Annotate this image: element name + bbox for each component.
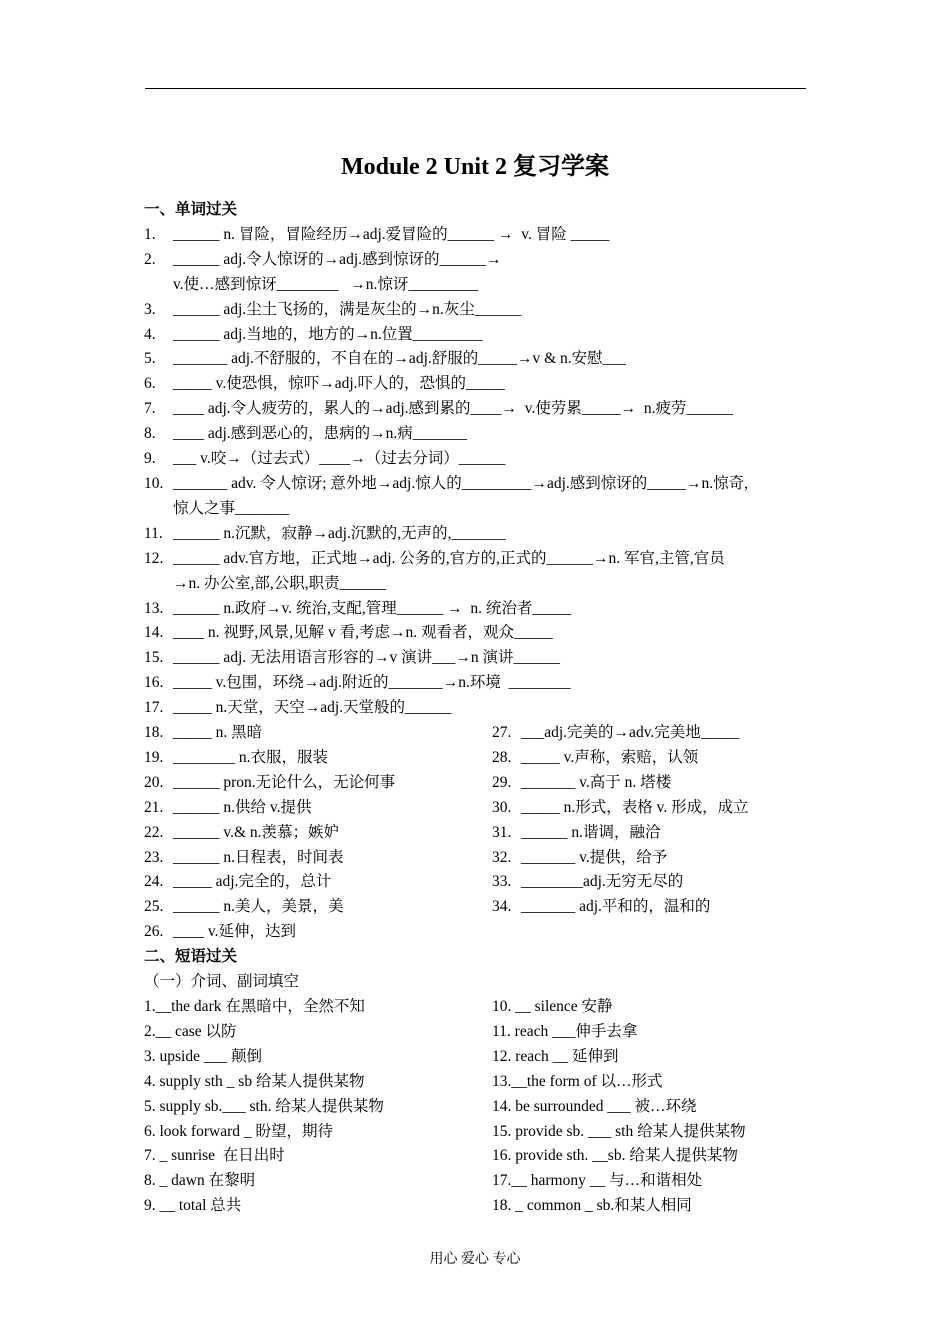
item-text: ______ n. 冒险，冒险经历→adj.爱冒险的______ → v. 冒险 _____ [173,225,610,243]
vocab-item [144,547,808,572]
item-number: 24. [144,873,164,891]
item-number: 31. [492,823,512,841]
page-footer: 用心 爱心 专心 [429,1252,521,1267]
vocab-item [492,796,808,821]
item-number: 5. [144,350,156,368]
item-number: 11. [144,524,163,542]
item-number: 7. [144,400,156,418]
item-number: 4. [144,325,156,343]
vocab-left-column [144,721,492,945]
item-text: ______ adj.尘土飞扬的，满是灰尘的→n.灰尘______ [173,300,522,318]
item-text: ____ adj.感到恶心的，患病的→n.病_______ [173,425,468,443]
vocab-item [144,347,808,372]
phrase-item: 5. supply sb.___ sth. 给某人提供某物 [144,1097,384,1115]
item-text: ______ n.政府→v. 统治,支配,管理______ → n. 统治者_____ [173,599,572,617]
vocab-item [492,846,808,871]
item-number: 8. [144,425,156,443]
item-continuation: 惊人之事_______ [173,499,290,517]
phrase-item: 6. look forward _ 盼望，期待 [144,1122,333,1140]
vocab-item [492,721,808,746]
vocab-item [144,298,808,323]
vocab-item [144,597,808,622]
item-continuation: v.使…感到惊讶________ →n.惊讶_________ [173,275,479,293]
item-number: 32. [492,848,512,866]
section-heading: 二、短语过关 [144,948,238,966]
phrase-item: 10. __ silence 安静 [492,998,613,1015]
item-number: 10. [144,474,164,492]
vocab-item [144,696,808,721]
vocab-item [144,920,492,945]
vocab-right-column [492,721,808,945]
vocab-item [144,821,492,846]
vocab-list [144,223,808,721]
phrase-item: 3. upside ___ 颠倒 [144,1047,262,1065]
item-text: ______ adj.当地的，地方的→n.位置_________ [173,325,483,343]
vocab-item [492,771,808,796]
phrase-item: 2.__ case 以防 [144,1022,237,1040]
item-number: 18. [144,724,164,742]
vocab-item [492,821,808,846]
item-text: ______ n.谐调，融洽 [521,823,661,841]
vocab-item [144,796,492,821]
vocab-item [144,621,808,646]
phrase-item: 13.__the form of 以…形式 [492,1072,663,1090]
subsection-heading: （一）介词、副词填空 [144,973,300,991]
phrase-item: 8. _ dawn 在黎明 [144,1172,256,1190]
vocab-item [144,746,492,771]
item-number: 30. [492,798,512,816]
item-text: ______ adj. 无法用语言形容的→v 演讲___→n 演讲______ [173,649,561,667]
vocab-item [492,895,808,920]
item-number: 28. [492,748,512,766]
item-number: 23. [144,848,164,866]
item-text: ______ n.美人，美景，美 [173,898,344,916]
vocab-item [144,472,808,497]
item-number: 19. [144,748,164,766]
item-text: ______ n.日程表，时间表 [173,848,344,866]
item-text: _____ v.包围，环绕→adj.附近的_______→n.环境 ________ [173,674,571,692]
vocab-item [144,721,492,746]
item-number: 26. [144,923,164,941]
phrase-item: 16. provide sth. __sb. 给某人提供某物 [492,1147,738,1165]
item-number: 14. [144,624,164,642]
phrase-item: 11. reach ___伸手去拿 [492,1022,638,1040]
item-number: 2. [144,250,156,268]
item-text: ____ v.延伸，达到 [173,923,296,941]
item-text: ______ pron.无论什么，无论何事 [173,773,396,791]
phrase-item: 14. be surrounded ___ 被…环绕 [492,1097,697,1115]
section-heading: 一、单词过关 [144,201,238,218]
item-number: 6. [144,375,156,393]
item-number: 20. [144,773,164,791]
item-text: _____ v.声称，索赔，认领 [521,748,699,766]
page-title: Module 2 Unit 2 复习学案 [340,154,609,180]
item-number: 25. [144,898,164,916]
item-text: _______ v.高于 n. 塔楼 [521,773,672,791]
item-text: _______ adj.平和的，温和的 [521,898,711,916]
phrase-item: 7. _ sunrise 在日出时 [144,1147,285,1165]
item-text: ____ adj.令人疲劳的，累人的→adj.感到累的____→ v.使劳累_____→ n.疲劳______ [173,400,733,418]
vocab-item [144,522,808,547]
item-text: ___adj.完美的→adv.完美地_____ [521,724,740,742]
item-text: _____ n. 黑暗 [173,724,263,742]
item-number: 3. [144,300,156,318]
item-number: 17. [144,699,164,717]
item-number: 15. [144,649,164,667]
phrase-left-column [144,995,492,1219]
vocab-item [144,846,492,871]
item-number: 29. [492,773,512,791]
item-text: ______ n.沉默，寂静→adj.沉默的,无声的,_______ [173,524,506,542]
item-text: ________ n.衣服，服装 [173,748,329,766]
vocab-item [144,671,808,696]
header-rule [145,88,806,89]
item-text: _____ adj.完全的，总计 [173,873,332,891]
item-number: 1. [144,225,156,243]
phrase-two-column [144,995,808,1219]
item-number: 21. [144,798,164,816]
vocab-item [492,870,808,895]
vocab-item [144,248,808,273]
item-text: ______ adj.令人惊讶的→adj.感到惊讶的______→ [173,250,502,268]
item-number: 13. [144,599,164,617]
item-text: ________adj.无穷无尽的 [521,873,684,891]
phrase-right-column [492,995,808,1219]
item-number: 34. [492,898,512,916]
vocab-item [144,372,808,397]
phrase-item: 1.__the dark 在黑暗中，全然不知 [144,998,365,1015]
vocab-item [144,323,808,348]
item-number: 9. [144,450,156,468]
item-text: _____ n.形式，表格 v. 形成，成立 [521,798,749,816]
item-text: ______ v.& n.羡慕；嫉妒 [173,823,340,841]
vocab-item [144,447,808,472]
vocab-item [144,895,492,920]
item-text: ______ n.供给 v.提供 [173,798,312,816]
item-text: _______ adv. 令人惊讶; 意外地→adj.惊人的_________→adj.感到惊讶的_____→n.惊奇, [173,474,749,492]
item-continuation: →n. 办公室,部,公职,职责______ [173,574,387,592]
phrase-item: 17.__ harmony __ 与…和谐相处 [492,1172,703,1190]
vocab-item [144,870,492,895]
item-text: ___ v.咬→（过去式）____→（过去分词）______ [173,450,506,468]
item-text: ____ n. 视野,风景,见解 v 看,考虑→n. 观看者，观众_____ [173,624,553,642]
item-text: _______ adj.不舒服的，不自在的→adj.舒服的_____→v & n.安慰___ [173,350,626,368]
item-number: 12. [144,549,164,567]
phrase-item: 4. supply sth _ sb 给某人提供某物 [144,1072,365,1090]
item-text: ______ adv.官方地，正式地→adj. 公务的,官方的,正式的______→n. 军官,主管,官员 [173,549,725,567]
phrase-item: 15. provide sb. ___ sth 给某人提供某物 [492,1122,746,1140]
item-number: 22. [144,823,164,841]
vocab-item [144,223,808,248]
phrase-item: 9. __ total 总共 [144,1197,242,1215]
item-text: _____ v.使恐惧，惊吓→adj.吓人的，恐惧的_____ [173,375,505,393]
vocab-item [144,422,808,447]
vocab-item [144,646,808,671]
phrase-item: 12. reach __ 延伸到 [492,1047,619,1065]
vocab-item [492,746,808,771]
worksheet-body [144,198,808,1219]
item-number: 27. [492,724,512,742]
item-number: 16. [144,674,164,692]
item-text: _____ n.天堂，天空→adj.天堂般的______ [173,699,452,717]
vocab-two-column [144,721,808,945]
vocab-item [144,771,492,796]
item-number: 33. [492,873,512,891]
phrase-item: 18. _ common _ sb.和某人相同 [492,1197,692,1215]
item-text: _______ v.提供，给予 [521,848,668,866]
vocab-item [144,397,808,422]
